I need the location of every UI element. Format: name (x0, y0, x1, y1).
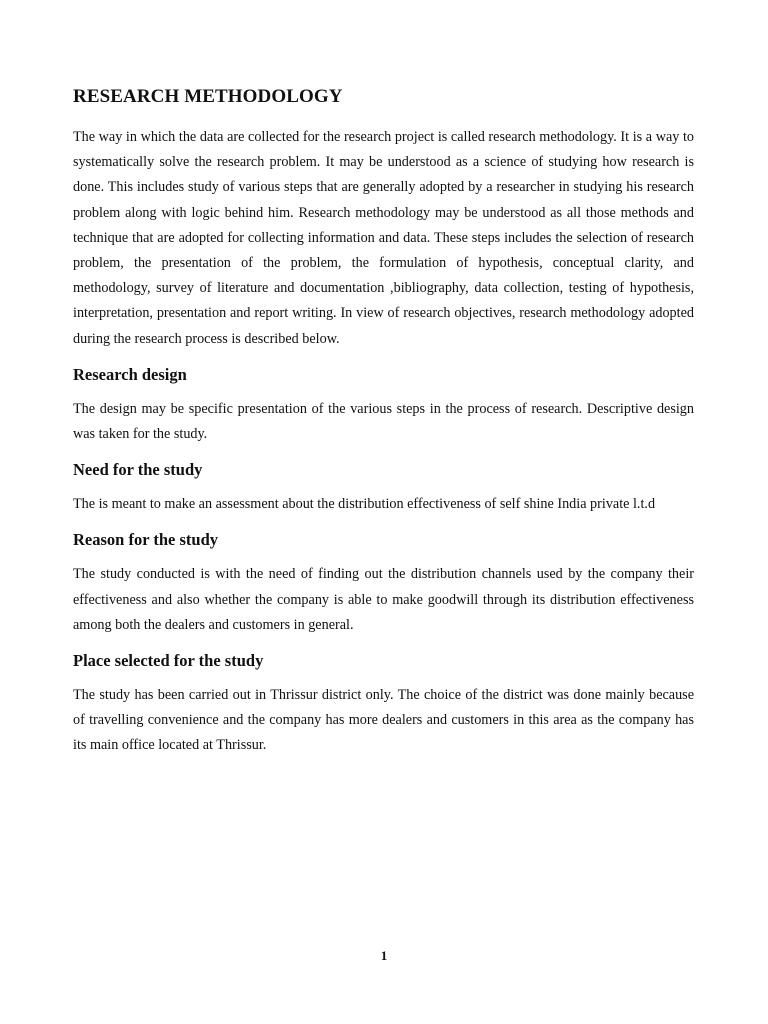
section-body-place-selected: The study has been carried out in Thrissur district only. The choice of the district was done mainly because of travelling convenience and the company has more dealers and customers in this area as the company has its main office located at Thrissur. (73, 687, 694, 754)
section-heading-need-for-study: Need for the study (73, 460, 203, 480)
section-heading-reason-for-study: Reason for the study (73, 530, 218, 550)
section-body-reason-for-study: The study conducted is with the need of finding out the distribution channels used by the company their effectiveness and also whether the company is able to make goodwill through its distribution effectiveness among both the dealers and customers in general. (73, 566, 694, 633)
page-number: 1 (380, 948, 388, 963)
intro-paragraph: The way in which the data are collected for the research project is called research methodology. It is a way to systematically solve the research problem. It may be understood as a science of studying how research is done. This includes study of various steps that are generally adopted by a researcher in studying his research problem along with logic behind him. Research methodology may be understood as all those methods and technique that are adopted for collecting information and data. These steps includes the selection of research problem, the presentation of the problem, the formulation of hypothesis, conceptual clarity, and methodology, survey of literature and documentation ,bibliography, data collection, testing of hypothesis, interpretation, presentation and report writing. In view of research objectives, research methodology adopted during the research process is described below. (73, 129, 694, 347)
section-heading-research-design: Research design (73, 364, 187, 384)
page-content (73, 86, 694, 759)
section-body-research-design: The design may be specific presentation of the various steps in the process of research. Descriptive design was taken for the study. (73, 400, 694, 443)
section-body-need-for-study: The is meant to make an assessment about the distribution effectiveness of self shine India private l.t.d (73, 496, 656, 513)
document-title: RESEARCH METHODOLOGY (73, 86, 343, 107)
section-heading-place-selected: Place selected for the study (73, 651, 264, 671)
